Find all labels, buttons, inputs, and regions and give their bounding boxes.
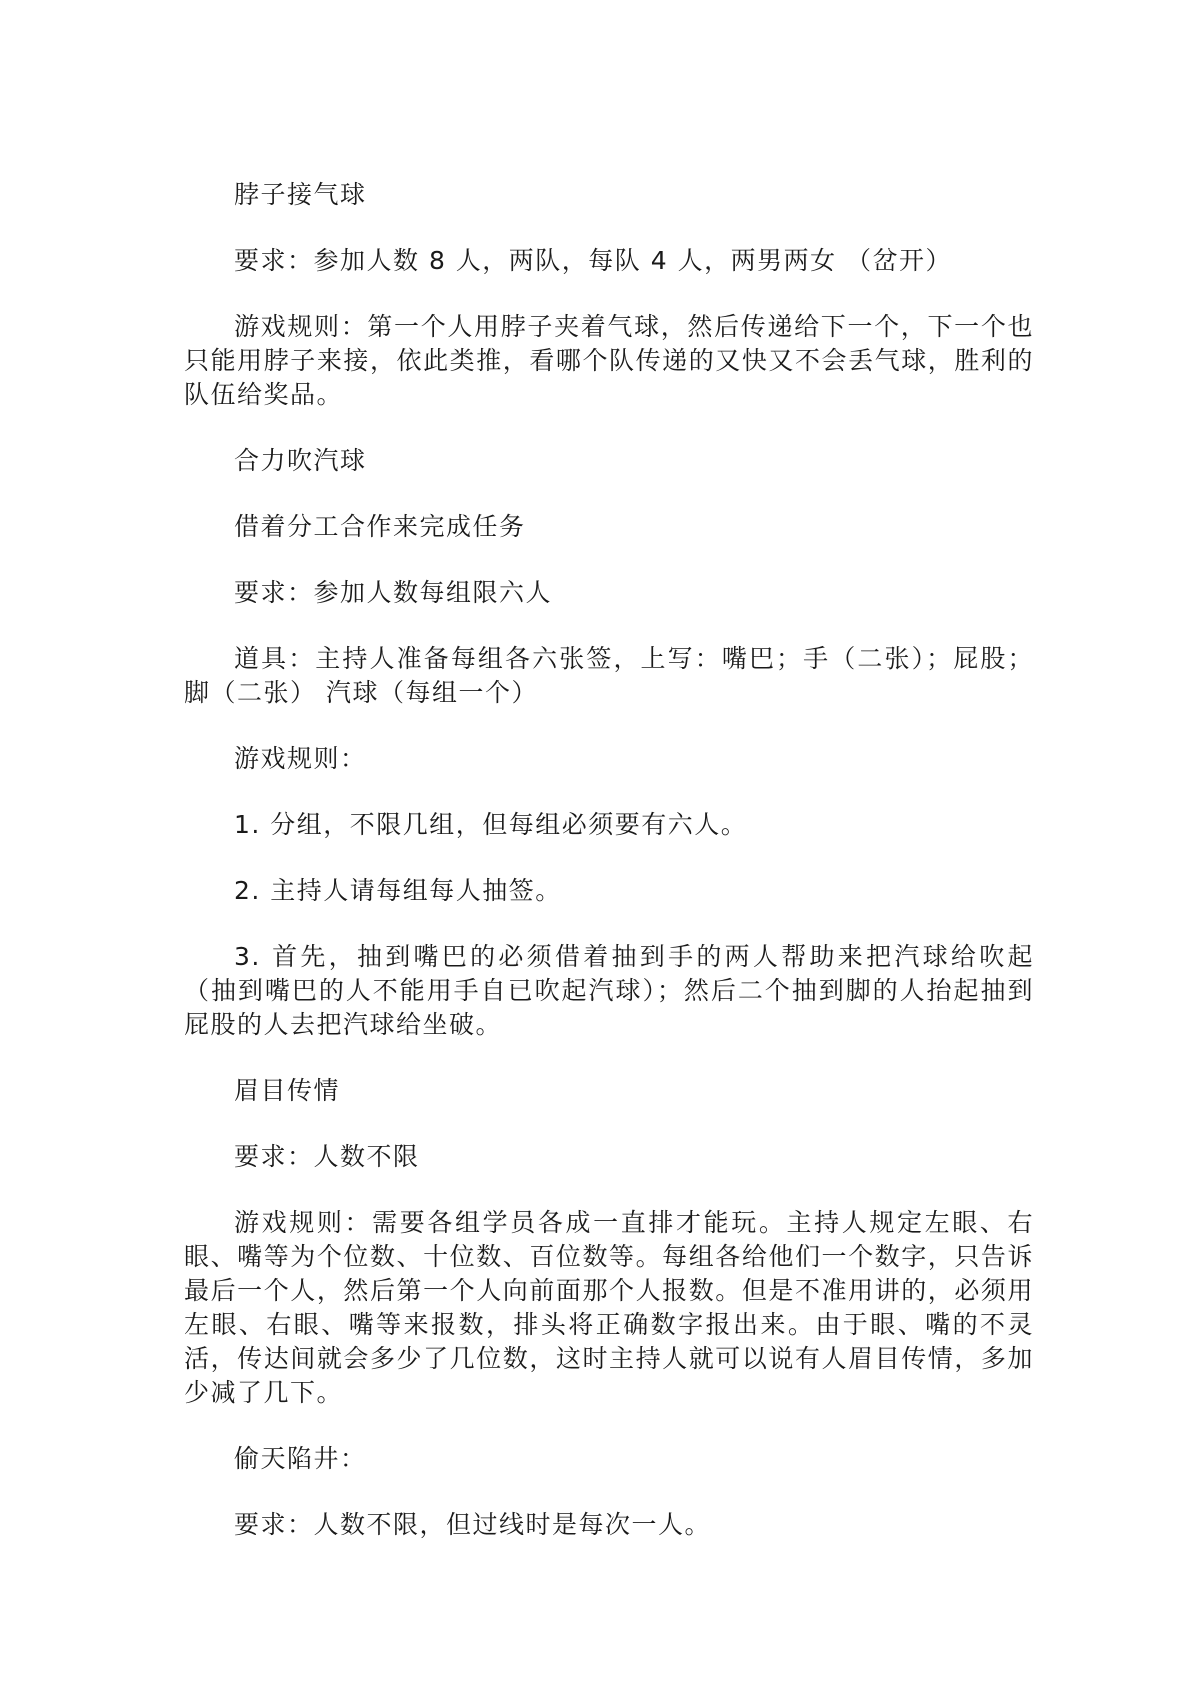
- rule-item: 1. 分组，不限几组，但每组必须要有六人。: [234, 810, 748, 839]
- requirement-text: 要求：人数不限: [234, 1142, 420, 1171]
- section-title-trap: 偷天陷井：: [234, 1444, 367, 1473]
- props-text: 道具：主持人准备每组各六张签，上写：嘴巴；手（二张）；屁股；脚（二张） 汽球（每组一个）: [184, 644, 1034, 707]
- document-page: [184, 178, 1034, 1574]
- section-title-eyes: 眉目传情: [234, 1076, 341, 1105]
- rules-text: 游戏规则：第一个人用脖子夹着气球，然后传递给下一个，下一个也只能用脖子来接，依此类推，看哪个队传递的又快又不会丢气球，胜利的队伍给奖品。: [184, 312, 1034, 409]
- rule-item: 2. 主持人请每组每人抽签。: [234, 876, 562, 905]
- rule-item: 3. 首先，抽到嘴巴的必须借着抽到手的两人帮助来把汽球给吹起（抽到嘴巴的人不能用手自已吹起汽球）；然后二个抽到脚的人抬起抽到屁股的人去把汽球给坐破。: [184, 942, 1034, 1039]
- section-subtitle: 借着分工合作来完成任务: [234, 512, 526, 541]
- requirement-text: 要求：参加人数每组限六人: [234, 578, 553, 607]
- rules-text: 游戏规则：需要各组学员各成一直排才能玩。主持人规定左眼、右眼、嘴等为个位数、十位数、百位数等。每组各给他们一个数字，只告诉最后一个人，然后第一个人向前面那个人报数。但是不准用讲的，必须用左眼、右眼、嘴等来报数，排头将正确数字报出来。由于眼、嘴的不灵活，传达间就会多少了几位数，这时主持人就可以说有人眉目传情，多加少减了几下。: [184, 1208, 1034, 1407]
- section-title-neck-balloon: 脖子接气球: [234, 180, 367, 209]
- requirement-text: 要求：人数不限，但过线时是每次一人。: [234, 1510, 712, 1539]
- rules-heading: 游戏规则：: [234, 744, 367, 773]
- requirement-text: 要求：参加人数 8 人，两队，每队 4 人，两男两女 （岔开）: [234, 246, 953, 275]
- section-title-blow-balloon: 合力吹汽球: [234, 446, 367, 475]
